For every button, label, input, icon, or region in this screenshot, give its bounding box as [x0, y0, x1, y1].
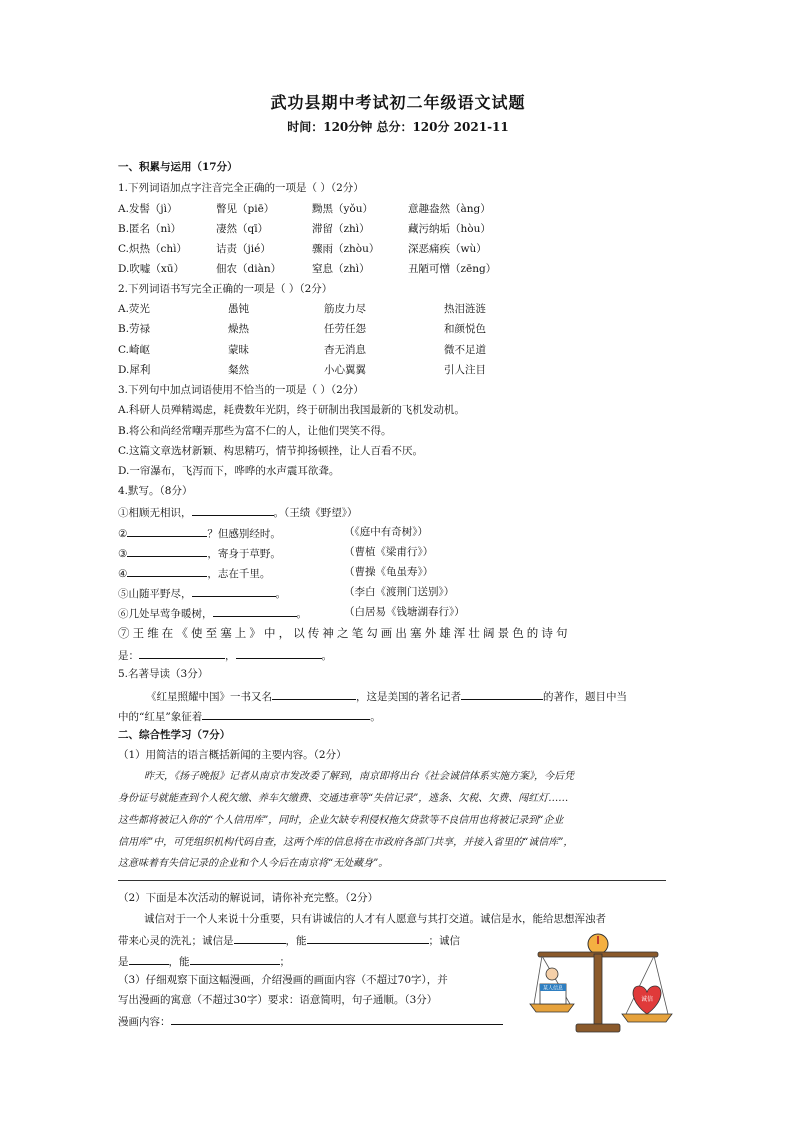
q5-line-1: 《红星照耀中国》一书又名 ，这是美国的著名记者 的著作，题目中当: [146, 688, 627, 704]
section1-heading: 一、积累与运用（17分）: [118, 161, 238, 173]
q4-item-6: ⑥几处早莺争暖树， 。 （白居易《钱塘湖春行》）: [118, 606, 465, 620]
answer-blank[interactable]: [236, 647, 322, 659]
news-line: 这些都将被记入你的“个人信用库”，同时，企业欠缺专利侵权拖欠贷款等不良信用也将被记录到“企业: [118, 815, 564, 826]
news-line: 身份证号就能查到个人税欠缴、养车欠缴费、交通违章等“失信记录”，逃条、欠税、欠费、闯红灯……: [118, 793, 569, 804]
news-line: 这意味着有失信记录的企业和个人今后在南京将“无处藏身”。: [118, 858, 389, 869]
answer-blank[interactable]: [127, 565, 207, 577]
s2-q3-line-3: 漫画内容：: [118, 1013, 503, 1029]
s2-q1-stem: （1）用简洁的语言概括新闻的主要内容。（2分）: [118, 749, 347, 761]
answer-blank[interactable]: [127, 545, 207, 557]
q4-stem: 4.默写。（8分）: [118, 485, 193, 497]
answer-blank[interactable]: [171, 1013, 503, 1025]
q3-option-c: C.这篇文章选材新颖、构思精巧，情节抑扬顿挫，让人百看不厌。: [118, 445, 423, 457]
answer-blank[interactable]: [202, 708, 370, 720]
news-line: 信用库”中，可凭组织机构代码自查，这两个库的信息将在市政府各部门共享，并接入省里的“诚信库”，: [118, 837, 574, 848]
q2-stem: 2.下列词语书写完全正确的一项是（ ）（2分）: [118, 283, 333, 295]
q4-item-1: ①相顾无相识， 。（王绩《野望》）: [118, 504, 358, 520]
section2-heading: 二、综合性学习（7分）: [118, 729, 231, 741]
q3-option-d: D.一帘瀑布，飞泻而下，哗哗的水声震耳欲聋。: [118, 465, 340, 477]
s2-q2-line-1: 诚信对于一个人来说十分重要，只有讲诚信的人才有人愿意与其打交道。诚信是水，能给思想浑浊者: [144, 913, 606, 925]
news-line: 昨天，《扬子晚报》记者从南京市发改委了解到，南京即将出台《社会诚信体系实施方案》，今后凭: [144, 771, 574, 782]
answer-line[interactable]: [118, 880, 666, 881]
answer-blank[interactable]: [190, 953, 280, 965]
scale-pillar: [594, 954, 602, 1024]
q4-item-7-line1: ⑦王维在《使至塞上》中，以传神之笔勾画出塞外雄浑壮阔景色的诗句: [118, 626, 571, 640]
answer-blank[interactable]: [129, 953, 169, 965]
s2-q2-stem: （2）下面是本次活动的解说词，请你补充完整。（2分）: [118, 892, 379, 904]
s2-q3-line-1: （3）仔细观察下面这幅漫画，介绍漫画的画面内容（不超过70字），并: [118, 974, 448, 986]
right-pan: [622, 1014, 672, 1022]
s2-q2-line-2: 带来心灵的洗礼；诚信是 ，能 ；诚信: [118, 932, 460, 948]
q4-item-2: ② ？但感别经时。 （《庭中有奇树》）: [118, 526, 428, 540]
q1-stem: 1.下列词语加点字注音完全正确的一项是（ ）（2分）: [118, 182, 364, 194]
page-title: 武功县期中考试初二年级语文试题: [270, 93, 526, 112]
answer-blank[interactable]: [461, 688, 543, 700]
answer-blank[interactable]: [139, 647, 225, 659]
q5-stem: 5.名著导读（3分）: [118, 668, 209, 680]
scale-base: [576, 1024, 620, 1032]
answer-blank[interactable]: [192, 585, 276, 597]
answer-blank[interactable]: [307, 932, 429, 944]
q3-option-a: A.科研人员殚精竭虑，耗费数年光阴，终于研制出我国最新的飞机发动机。: [118, 404, 465, 416]
info-box-label: 某人信息: [542, 985, 564, 992]
q4-item-4: ④ ，志在千里。 （曹操《龟虽寿》）: [118, 566, 434, 580]
person-icon: [546, 968, 558, 980]
answer-blank[interactable]: [272, 688, 356, 700]
q4-item-3: ③ ，寄身于草野。 （曹植《梁甫行》）: [118, 546, 434, 560]
answer-blank[interactable]: [234, 932, 286, 944]
q3-option-b: B.将公和尚经常嘲弄那些为富不仁的人，让他们哭笑不得。: [118, 425, 392, 437]
q3-stem: 3.下列句中加点词语使用不恰当的一项是（ ）（2分）: [118, 384, 364, 396]
heart-label: 诚信: [640, 996, 654, 1003]
page-subtitle: 时间：120分钟 总分：120分 2021-11: [287, 120, 509, 134]
answer-blank[interactable]: [213, 605, 297, 617]
answer-blank[interactable]: [192, 504, 274, 516]
q4-item-7-line2: 是： ， 。: [118, 647, 332, 663]
q4-item-5: ⑤山随平野尽， 。 （李白《渡荆门送别》）: [118, 586, 455, 600]
answer-blank[interactable]: [127, 525, 207, 537]
q5-line-2: 中的“红星”象征着 。: [118, 708, 381, 724]
s2-q2-line-3: 是 ，能 ；: [118, 953, 290, 969]
s2-q3-line-2: 写出漫画的寓意（不超过30字）要求：语意简明，句子通顺。（3分）: [118, 994, 438, 1006]
left-pan: [530, 1004, 574, 1012]
balance-scale-cartoon: [522, 928, 674, 1038]
